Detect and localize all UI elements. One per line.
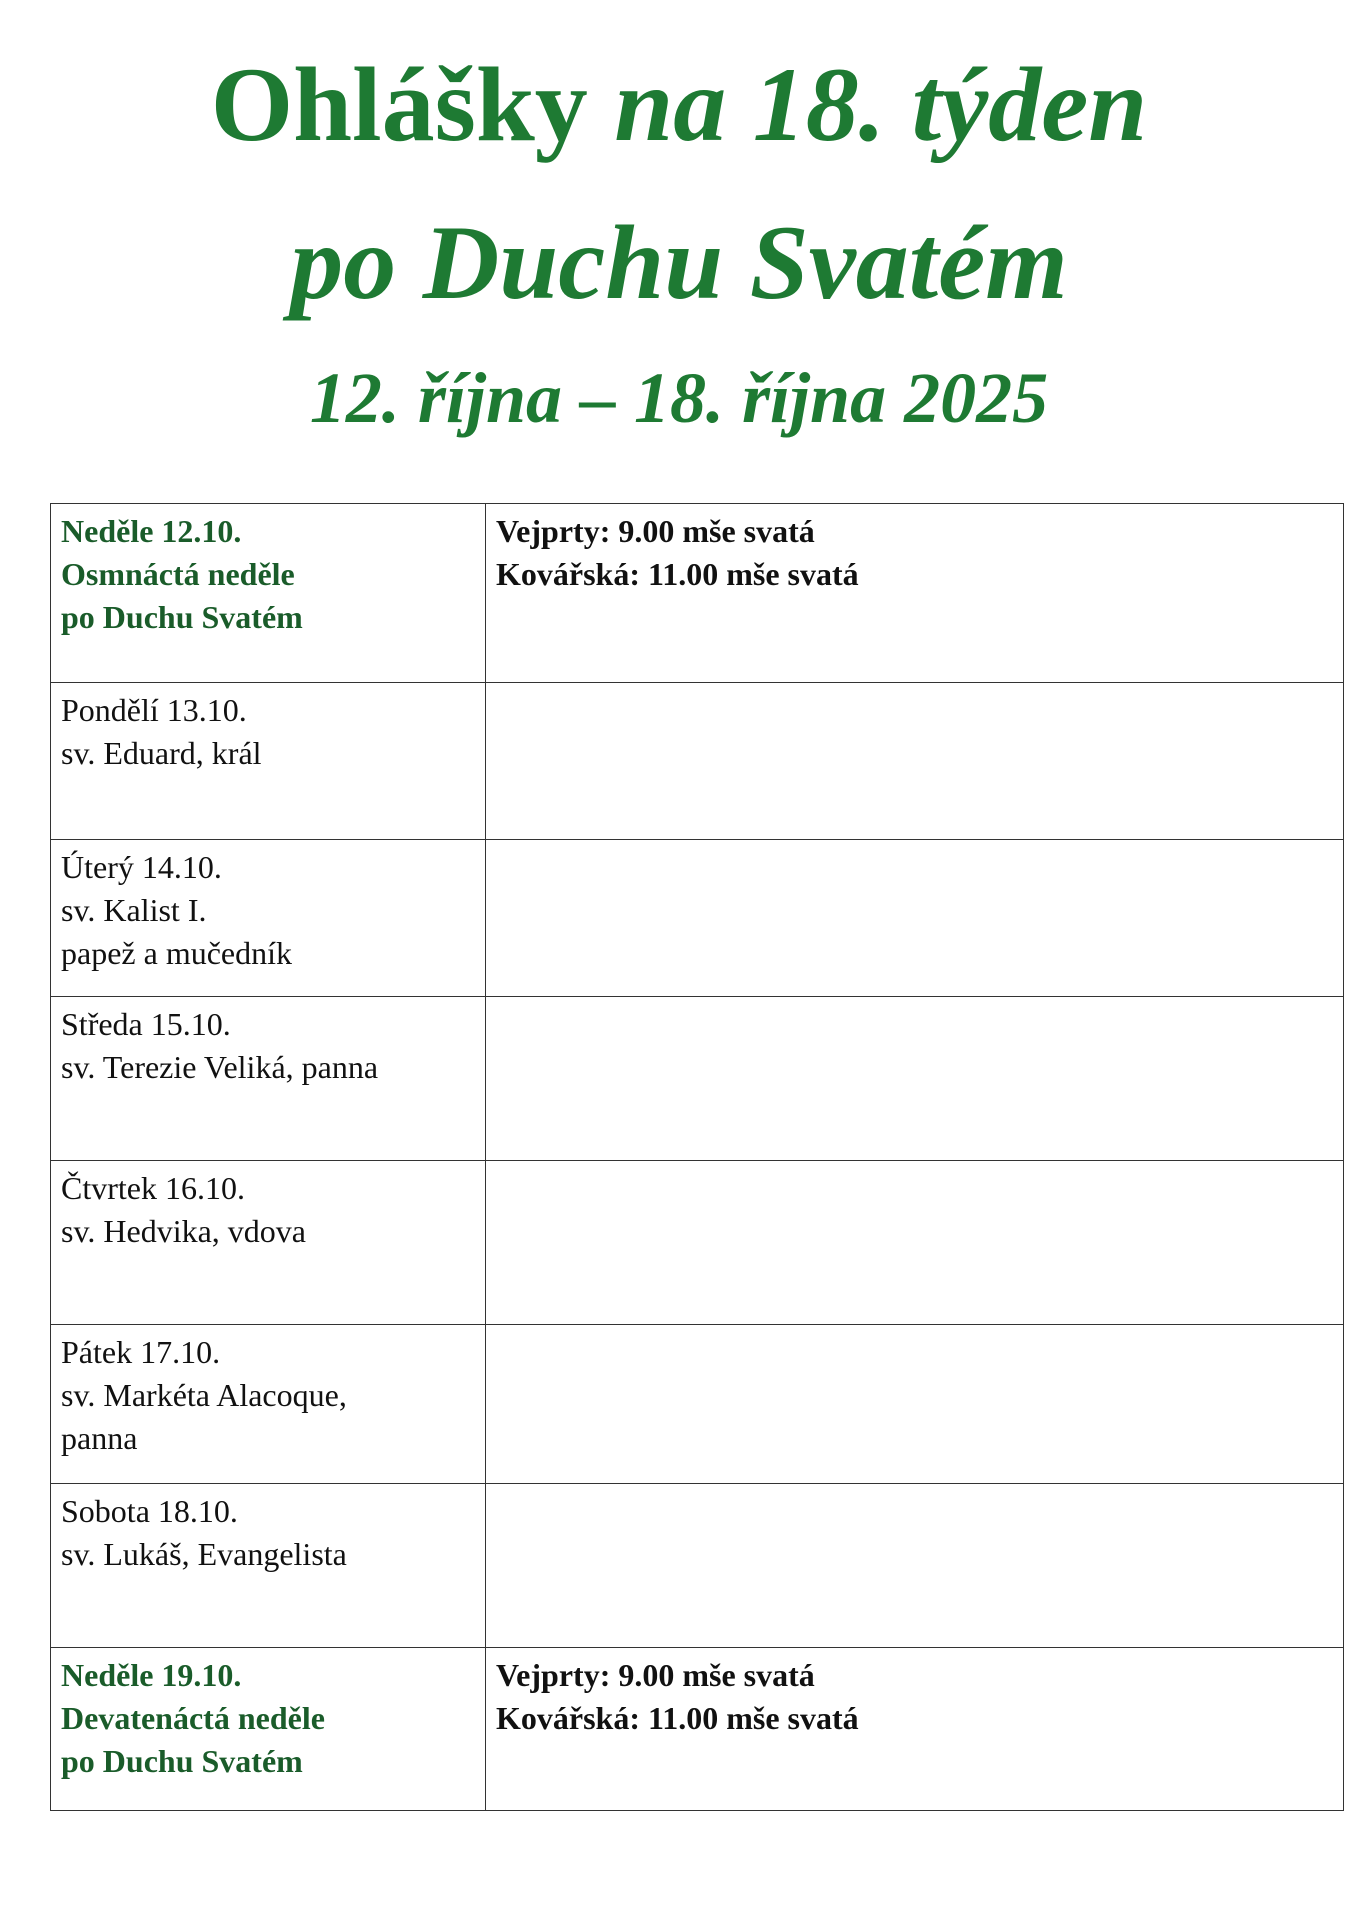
day-cell — [51, 504, 486, 683]
day-name: Pátek 17.10. — [61, 1334, 221, 1370]
day-saint: po Duchu Svatém — [61, 1743, 303, 1779]
day-cell — [51, 840, 486, 997]
day-saint: sv. Terezie Veliká, panna — [61, 1049, 379, 1085]
schedule-row — [51, 1325, 1344, 1484]
day-name: Středa 15.10. — [61, 1006, 231, 1042]
title-word: Ohlášky — [210, 46, 588, 163]
day-saint: Devatenáctá neděle — [61, 1700, 325, 1736]
day-saint: papež a mučedník — [61, 935, 292, 971]
schedule-row — [51, 1161, 1344, 1325]
day-cell — [51, 1325, 486, 1484]
day-saint: po Duchu Svatém — [61, 599, 303, 635]
day-saint: sv. Kalist I. — [61, 892, 207, 928]
title-week: na 18. týden — [614, 46, 1148, 163]
day-saint: sv. Markéta Alacoque, — [61, 1377, 347, 1413]
service-time: Vejprty: 9.00 mše svatá — [496, 513, 815, 549]
page-title — [0, 40, 1358, 170]
day-saint: sv. Eduard, král — [61, 735, 262, 771]
day-name: Neděle 19.10. — [61, 1657, 242, 1693]
day-cell — [51, 683, 486, 840]
day-cell — [51, 1484, 486, 1648]
day-saint: Osmnáctá neděle — [61, 556, 295, 592]
schedule-row — [51, 504, 1344, 683]
day-saint: sv. Lukáš, Evangelista — [61, 1536, 347, 1572]
day-name: Neděle 12.10. — [61, 513, 242, 549]
service-time: Kovářská: 11.00 mše svatá — [496, 1700, 859, 1736]
day-name: Sobota 18.10. — [61, 1493, 238, 1529]
service-time: Kovářská: 11.00 mše svatá — [496, 556, 859, 592]
day-name: Pondělí 13.10. — [61, 692, 247, 728]
schedule-row — [51, 1484, 1344, 1648]
schedule-row — [51, 1648, 1344, 1811]
day-saint: sv. Hedvika, vdova — [61, 1213, 306, 1249]
service-cell — [486, 683, 1344, 840]
service-cell — [486, 840, 1344, 997]
service-cell — [486, 1325, 1344, 1484]
service-cell — [486, 1161, 1344, 1325]
page-subtitle: po Duchu Svatém — [290, 204, 1068, 321]
day-cell — [51, 997, 486, 1161]
schedule-row — [51, 997, 1344, 1161]
service-cell — [486, 504, 1344, 683]
day-name: Úterý 14.10. — [61, 849, 222, 885]
schedule-body — [51, 504, 1344, 1811]
schedule-row — [51, 683, 1344, 840]
service-cell — [486, 1648, 1344, 1811]
day-name: Čtvrtek 16.10. — [61, 1170, 245, 1206]
schedule-table — [50, 503, 1344, 1811]
day-cell — [51, 1161, 486, 1325]
schedule-row — [51, 840, 1344, 997]
service-cell — [486, 997, 1344, 1161]
date-range: 12. října – 18. října 2025 — [309, 358, 1049, 438]
day-cell — [51, 1648, 486, 1811]
service-cell — [486, 1484, 1344, 1648]
day-saint: panna — [61, 1420, 138, 1456]
service-time: Vejprty: 9.00 mše svatá — [496, 1657, 815, 1693]
